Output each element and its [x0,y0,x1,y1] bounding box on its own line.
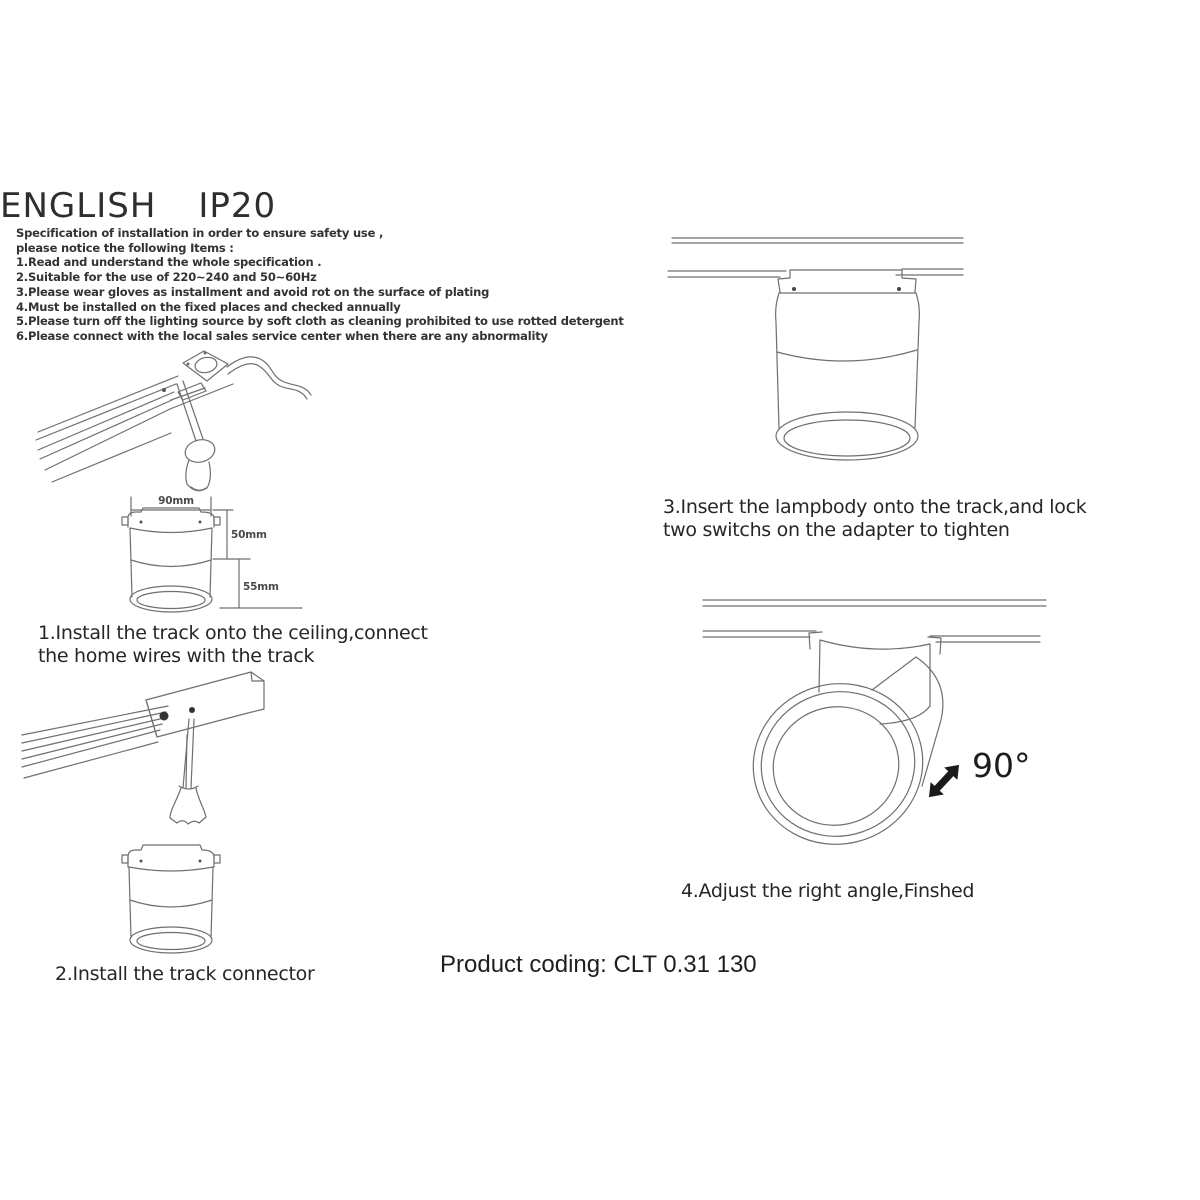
dimension-width-label: 90mm [158,495,194,507]
diagram-track-wiring [36,351,311,491]
ip-rating-label: IP20 [198,186,277,226]
step3-caption-line2: two switchs on the adapter to tighten [663,519,1010,541]
title-gap [156,186,198,226]
diagram-lamp-rotation [703,600,1046,862]
step1-caption [38,622,428,668]
diagram-lamp-body [122,845,220,953]
dimension-upper-height-label: 50mm [231,529,267,541]
spec-line: 2.Suitable for the use of 220~240 and 50~60Hz [16,270,317,285]
specification-notes [16,226,624,344]
spec-line: 3.Please wear gloves as installment and avoid rot on the surface of plating [16,284,490,299]
diagram-lamp-dimensions [122,497,302,612]
language-label: ENGLISH [0,186,157,226]
step3-caption [663,496,1086,542]
spec-line: 5.Please turn off the lighting source by soft cloth as cleaning prohibited to use rotted detergent [16,314,624,329]
step2-caption [55,963,314,986]
step3-caption-line1: 3.Insert the lampbody onto the track,and lock [663,496,1087,518]
diagram-lamp-on-track [668,238,963,460]
spec-line: 4.Must be installed on the fixed places and checked annually [16,299,401,314]
spec-line: Specification of installation in order to ensure safety use , [16,226,384,240]
spec-line: please notice the following Items : [16,240,234,255]
rotation-angle-label: 90° [972,746,1031,785]
step1-caption-line2: the home wires with the track [38,645,315,667]
rotation-arrow-icon [922,759,965,803]
step2-caption-line1: 2.Install the track connector [55,963,315,985]
diagram-track-connector [22,672,264,824]
page-title [0,186,276,226]
step4-caption [681,880,974,903]
step1-caption-line1: 1.Install the track onto the ceiling,connect [38,622,428,644]
spec-line: 1.Read and understand the whole specification . [16,255,322,270]
step4-caption-line1: 4.Adjust the right angle,Finshed [681,880,975,902]
product-coding: Product coding: CLT 0.31 130 [440,951,757,978]
dimension-lower-height-label: 55mm [243,581,279,593]
spec-line: 6.Please connect with the local sales service center when there are any abnormality [16,328,548,343]
